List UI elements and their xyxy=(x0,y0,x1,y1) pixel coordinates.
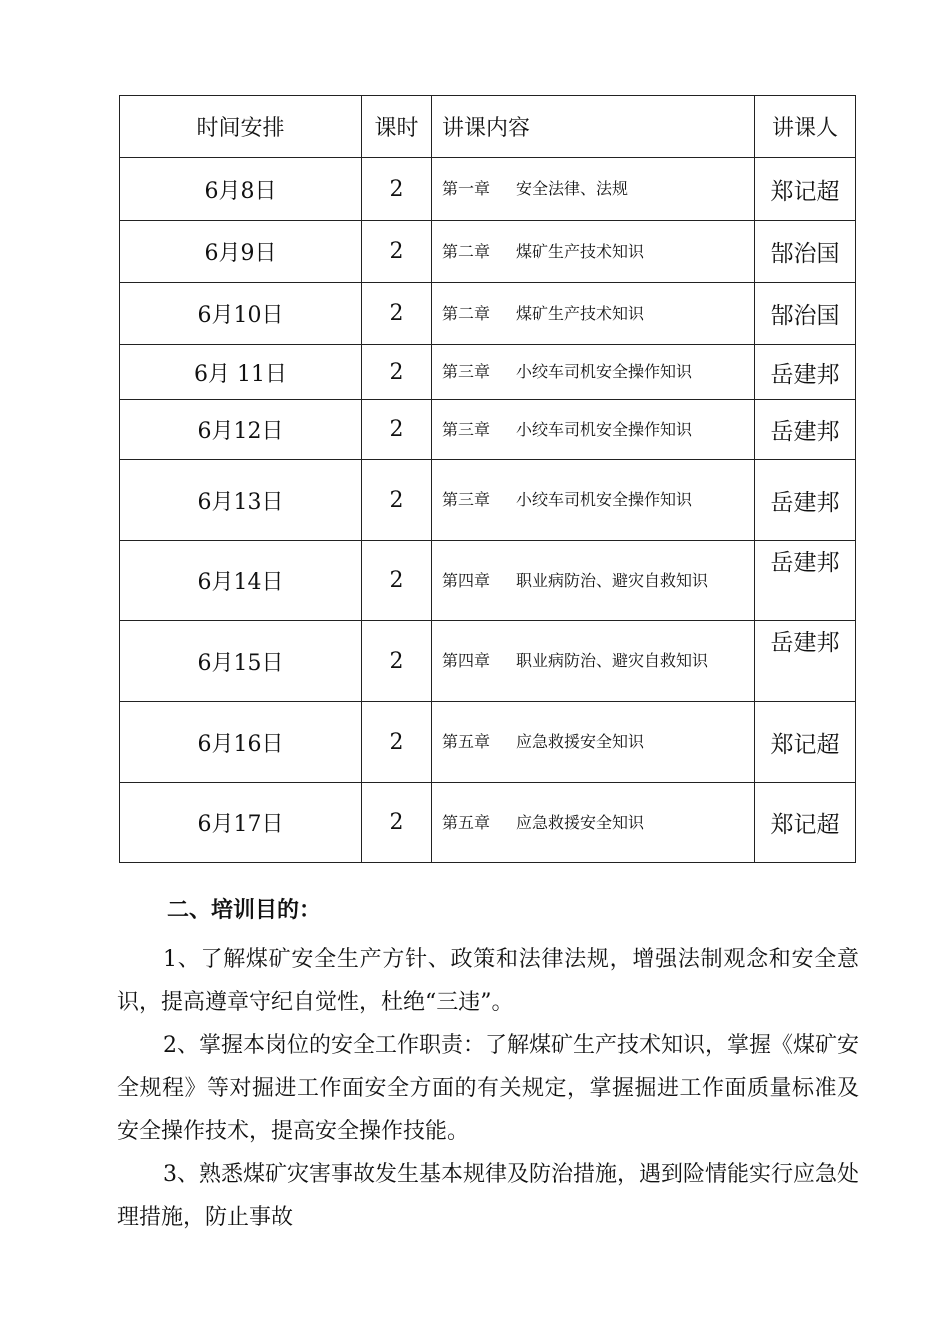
header-teacher: 讲课人 xyxy=(755,96,856,158)
row-chapter: 第三章 xyxy=(442,419,491,439)
row-teacher: 郜治国 xyxy=(755,283,856,345)
row-teacher: 岳建邦 xyxy=(755,345,856,400)
row-hours: 2 xyxy=(362,460,432,541)
row-date: 6月17日 xyxy=(120,783,362,863)
row-topic: 小绞车司机安全操作知识 xyxy=(516,362,693,381)
row-date: 6月16日 xyxy=(120,702,362,783)
row-content xyxy=(432,460,755,541)
row-chapter: 第四章 xyxy=(442,651,491,670)
row-teacher: 郑记超 xyxy=(755,158,856,221)
row-chapter: 第三章 xyxy=(442,490,491,509)
row-content xyxy=(432,621,755,702)
row-content xyxy=(432,541,755,621)
header-hours: 课时 xyxy=(362,96,432,158)
objective-paragraph: 1、了解煤矿安全生产方针、政策和法律法规，增强法制观念和安全意识，提高遵章守纪自觉性，杜绝“三违”。 xyxy=(117,947,859,1015)
row-topic: 小绞车司机安全操作知识 xyxy=(516,490,693,509)
objective-paragraph: 2、掌握本岗位的安全工作职责：了解煤矿生产技术知识，掌握《煤矿安全规程》等对掘进工作面安全方面的有关规定，掌握掘进工作面质量标准及安全操作技术，提高安全操作技能。 xyxy=(117,1033,859,1144)
row-hours: 2 xyxy=(362,221,432,283)
table-row xyxy=(120,783,856,863)
table-row xyxy=(120,345,856,400)
row-date: 6月9日 xyxy=(120,221,362,283)
row-chapter: 第二章 xyxy=(442,303,491,323)
row-date: 6月15日 xyxy=(120,621,362,702)
row-content xyxy=(432,400,755,460)
row-hours: 2 xyxy=(362,702,432,783)
table-row xyxy=(120,283,856,345)
row-chapter: 第四章 xyxy=(442,570,491,590)
training-objectives-section xyxy=(117,890,859,1239)
row-topic: 应急救援安全知识 xyxy=(516,812,645,832)
row-chapter: 第五章 xyxy=(442,732,491,751)
row-content xyxy=(432,345,755,400)
row-topic: 煤矿生产技术知识 xyxy=(516,241,645,261)
table-row xyxy=(120,460,856,541)
row-topic: 煤矿生产技术知识 xyxy=(516,303,645,323)
row-content xyxy=(432,783,755,863)
row-teacher: 郑记超 xyxy=(755,783,856,863)
row-teacher: 岳建邦 xyxy=(755,621,856,702)
row-date: 6月 11日 xyxy=(120,345,362,400)
training-schedule-table xyxy=(119,95,856,863)
row-hours: 2 xyxy=(362,621,432,702)
table-row xyxy=(120,702,856,783)
row-content xyxy=(432,221,755,283)
row-date: 6月12日 xyxy=(120,400,362,460)
row-teacher: 岳建邦 xyxy=(755,541,856,621)
table-row xyxy=(120,621,856,702)
row-teacher: 郜治国 xyxy=(755,221,856,283)
row-chapter: 第三章 xyxy=(442,362,491,381)
objective-paragraph: 3、熟悉煤矿灾害事故发生基本规律及防治措施，遇到险情能实行应急处理措施，防止事故 xyxy=(117,1162,859,1230)
table-row xyxy=(120,221,856,283)
row-hours: 2 xyxy=(362,345,432,400)
table-header-row xyxy=(120,96,856,158)
row-date: 6月8日 xyxy=(120,158,362,221)
row-hours: 2 xyxy=(362,541,432,621)
row-date: 6月10日 xyxy=(120,283,362,345)
row-hours: 2 xyxy=(362,400,432,460)
row-date: 6月14日 xyxy=(120,541,362,621)
row-topic: 小绞车司机安全操作知识 xyxy=(516,419,693,439)
row-hours: 2 xyxy=(362,283,432,345)
row-chapter: 第五章 xyxy=(442,812,491,832)
section-title: 二、培训目的： xyxy=(167,898,322,923)
row-chapter: 第二章 xyxy=(442,241,491,261)
header-content: 讲课内容 xyxy=(432,96,755,158)
row-content xyxy=(432,158,755,221)
row-hours: 2 xyxy=(362,783,432,863)
row-date: 6月13日 xyxy=(120,460,362,541)
row-topic: 应急救援安全知识 xyxy=(516,732,645,751)
row-teacher: 岳建邦 xyxy=(755,460,856,541)
row-topic: 职业病防治、避灾自救知识 xyxy=(516,570,709,590)
row-topic: 安全法律、法规 xyxy=(516,179,629,198)
row-teacher: 郑记超 xyxy=(755,702,856,783)
row-hours: 2 xyxy=(362,158,432,221)
table-row xyxy=(120,400,856,460)
header-date: 时间安排 xyxy=(120,96,362,158)
row-topic: 职业病防治、避灾自救知识 xyxy=(516,651,709,670)
table-row xyxy=(120,541,856,621)
row-chapter: 第一章 xyxy=(442,179,491,198)
table-row xyxy=(120,158,856,221)
row-content xyxy=(432,702,755,783)
row-teacher: 岳建邦 xyxy=(755,400,856,460)
row-content xyxy=(432,283,755,345)
